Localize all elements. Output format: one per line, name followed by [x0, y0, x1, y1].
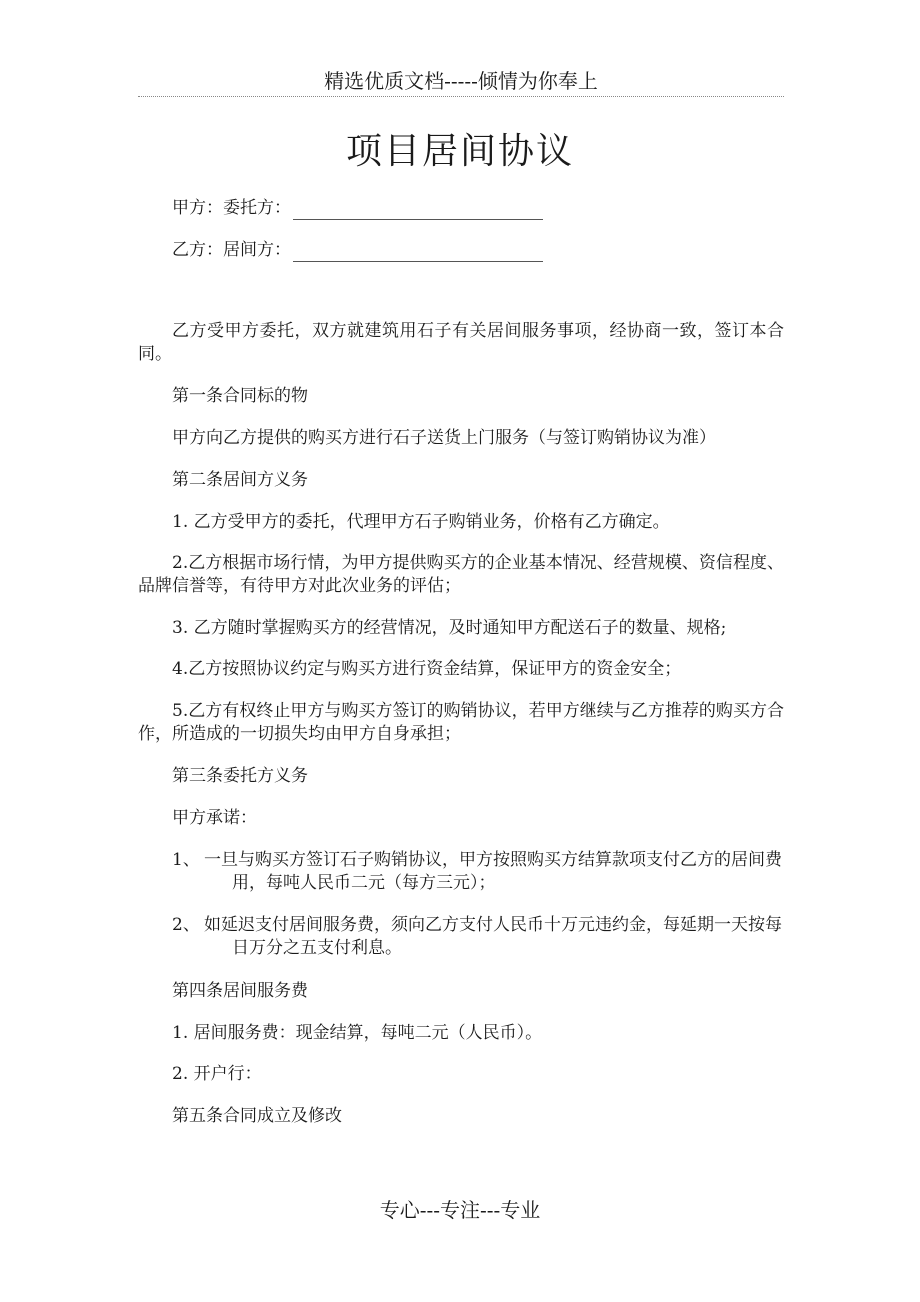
party-a-label: 甲方：委托方： [172, 198, 291, 218]
article4-title: 第四条居间服务费 [172, 981, 308, 1001]
party-a-line [172, 196, 543, 220]
article1-body: 甲方向乙方提供的购买方进行石子送货上门服务（与签订购销协议为准） [172, 428, 716, 448]
article3-title: 第三条委托方义务 [172, 766, 308, 786]
article2-item-1: 1. 乙方受甲方的委托，代理甲方石子购销业务，价格有乙方确定。 [172, 512, 670, 532]
article2-item-3: 3. 乙方随时掌握购买方的经营情况，及时通知甲方配送石子的数量、规格; [172, 618, 727, 638]
article3-item-2-number: 2、 [172, 915, 200, 935]
party-a-blank [293, 201, 543, 220]
article2-item-5: 5.乙方有权终止甲方与购买方签订的购销协议，若甲方继续与乙方推荐的购买方合作，所造成的一切损失均由甲方自身承担； [138, 701, 784, 744]
article3-item-1-number: 1、 [172, 850, 200, 870]
header-divider [138, 96, 784, 97]
page-header: 精选优质文档-----倾情为你奉上 [324, 69, 598, 93]
party-b-blank [293, 243, 543, 262]
article3-item-2-text: 如延迟支付居间服务费，须向乙方支付人民币十万元违约金，每延期一天按每日万分之五支付利息。 [204, 915, 782, 958]
article3-intro: 甲方承诺： [172, 808, 257, 828]
article3-item-1 [172, 849, 784, 895]
article2-title: 第二条居间方义务 [172, 470, 308, 490]
article5-title: 第五条合同成立及修改 [172, 1106, 342, 1126]
article2-item-2: 2.乙方根据市场行情，为甲方提供购买方的企业基本情况、经营规模、资信程度、品牌信誉等，有待甲方对此次业务的评估； [138, 553, 784, 596]
party-b-label: 乙方：居间方： [172, 240, 291, 260]
intro-paragraph: 乙方受甲方委托，双方就建筑用石子有关居间服务事项，经协商一致，签订本合同。 [138, 321, 784, 364]
article1-title: 第一条合同标的物 [172, 386, 308, 406]
document-title: 项目居间协议 [345, 131, 574, 172]
article3-item-1-text: 一旦与购买方签订石子购销协议，甲方按照购买方结算款项支付乙方的居间费用，每吨人民币二元（每方三元）； [204, 850, 782, 893]
article4-item-1: 1. 居间服务费：现金结算，每吨二元（人民币）。 [172, 1023, 543, 1043]
party-b-line [172, 238, 543, 262]
article3-item-2 [172, 914, 784, 960]
article4-item-2: 2. 开户行： [172, 1064, 262, 1084]
article2-item-4: 4.乙方按照协议约定与购买方进行资金结算，保证甲方的资金安全； [172, 659, 682, 679]
page-footer: 专心---专注---专业 [379, 1198, 541, 1222]
